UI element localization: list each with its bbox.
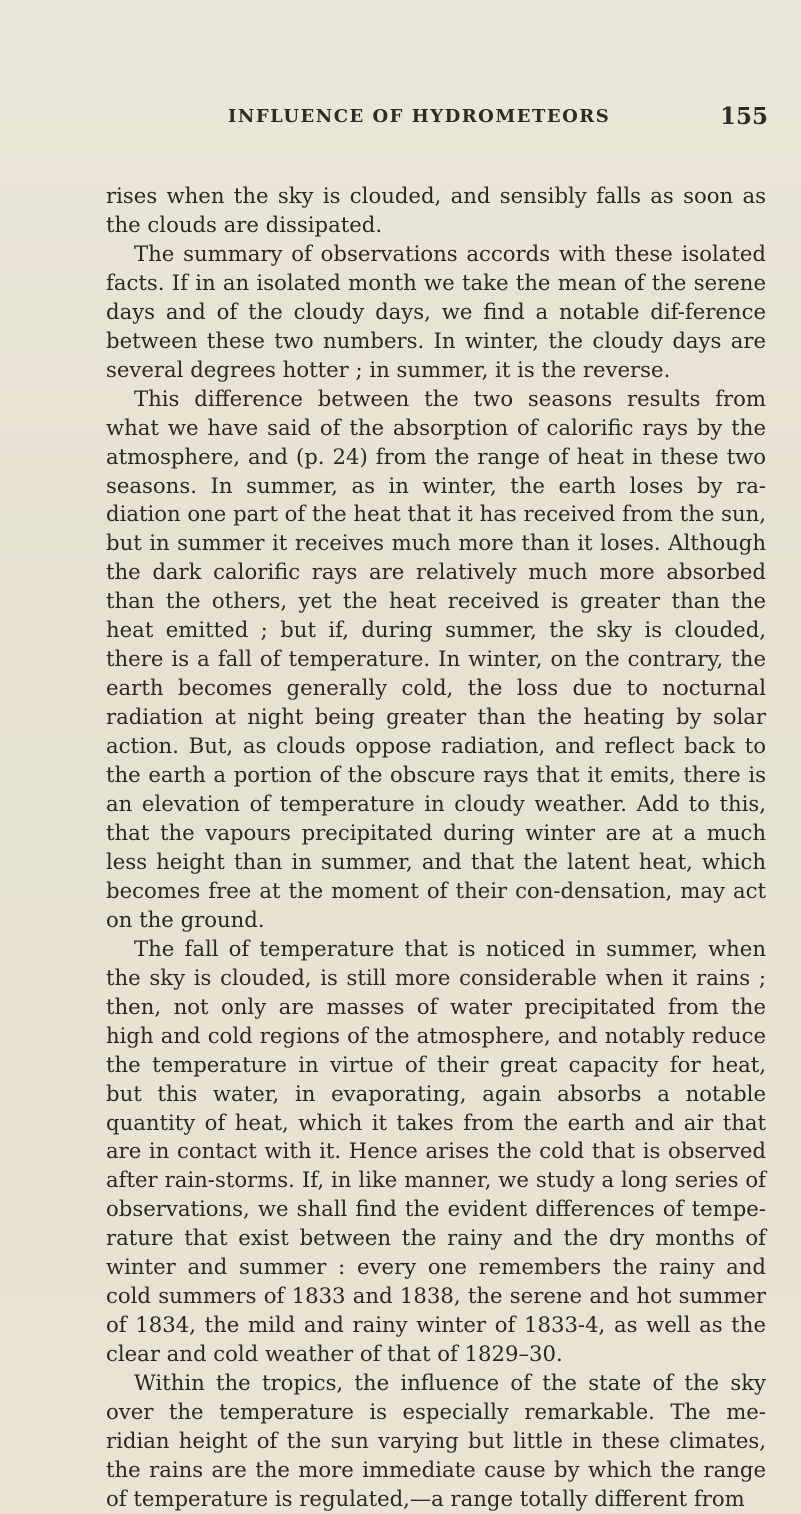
paragraph-rain-temperature: The fall of temperature that is noticed in summer, when the sky is clouded, is still more considerable when it rains ; then, not only are masses of water precipitated from the high and cold regions of the atmosphere, and notably reduce the temperature in virtue of their great capacity for heat, but this water, in evaporating, again absorbs a notable quantity of heat, which it takes from the earth and air that are in contact with it. Hence arises the cold that is observed after rain-storms. If, in like manner, we study a long series of observations, we shall find the evident differences of tempe-rature that exist between the rainy and the dry months of winter and summer : every one remembers the rainy and cold summers of 1833 and 1838, the serene and hot summer of 1834, the mild and rainy winter of 1833-4, as well as the clear and cold weather of that of 1829–30.	[106, 935, 766, 1367]
paragraph-tropics: Within the tropics, the influence of the state of the sky over the temperature is especially remarkable. The me-ridian height of the sun varying but little in these climates, the rains are the more immediate cause by which the range of temperature is regulated,—a range totally different from	[106, 1370, 766, 1511]
paragraph-summary: The summary of observations accords with these isolated facts. If in an isolated month we take the mean of the serene days and of the cloudy days, we find a notable dif-ference between these two numbers. In winter, the cloudy days are several degrees hotter ; in summer, it is the reverse.	[106, 240, 766, 382]
body-text	[106, 182, 766, 1514]
paragraph-continuation: rises when the sky is clouded, and sensibly falls as soon as the clouds are dissipated.	[106, 183, 766, 237]
page-header	[228, 103, 768, 140]
page-number: 155	[719, 103, 768, 130]
running-title: INFLUENCE OF HYDROMETEORS	[228, 106, 611, 127]
paragraph-seasons: This difference between the two seasons results from what we have said of the absorption of calorific rays by the atmosphere, and (p. 24) from the range of heat in these two seasons. In summer, as in winter, the earth loses by ra-diation one part of the heat that it has received from the sun, but in summer it receives much more than it loses. Although the dark calorific rays are relatively much more absorbed than the others, yet the heat received is greater than the heat emitted ; but if, during summer, the sky is clouded, there is a fall of temperature. In winter, on the contrary, the earth becomes generally cold, the loss due to nocturnal radiation at night being greater than the heating by solar action. But, as clouds oppose radiation, and reflect back to the earth a portion of the obscure rays that it emits, there is an elevation of temperature in cloudy weather. Add to this, that the vapours precipitated during winter are at a much less height than in summer, and that the latent heat, which becomes free at the moment of their con-densation, may act on the ground.	[106, 385, 766, 932]
